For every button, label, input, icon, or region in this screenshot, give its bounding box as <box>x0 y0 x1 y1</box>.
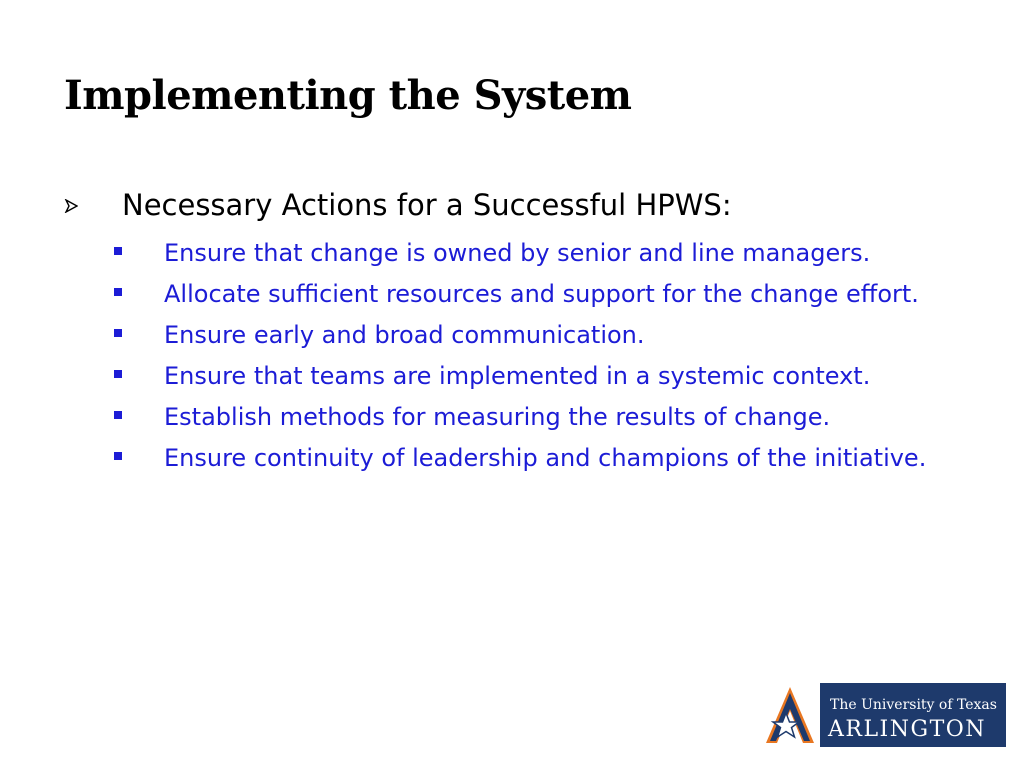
list-item-text: Allocate sufficient resources and support for the change effort. <box>164 280 919 308</box>
square-bullet-icon <box>114 288 122 296</box>
square-bullet-icon <box>114 247 122 255</box>
list-item <box>112 441 942 475</box>
list-item-text: Ensure continuity of leadership and champions of the initiative. <box>164 444 927 472</box>
arrow-bullet-icon <box>64 199 78 213</box>
list-item <box>112 277 942 311</box>
list-item-text: Ensure early and broad communication. <box>164 321 645 349</box>
list-item <box>112 359 942 393</box>
list-item-text: Ensure that change is owned by senior and line managers. <box>164 239 871 267</box>
square-bullet-icon <box>114 370 122 378</box>
university-logo <box>760 683 1006 747</box>
list-item-text: Ensure that teams are implemented in a systemic context. <box>164 362 871 390</box>
uta-star-a-logo-icon <box>760 683 820 747</box>
logo-text-line1: The University of Texas <box>830 697 997 713</box>
list-item <box>112 400 942 434</box>
list-item <box>112 318 942 352</box>
list-item-text: Establish methods for measuring the results of change. <box>164 403 831 431</box>
list-item <box>112 236 942 270</box>
main-point <box>64 188 944 222</box>
square-bullet-icon <box>114 411 122 419</box>
square-bullet-icon <box>114 329 122 337</box>
slide-title: Implementing the System <box>64 72 632 119</box>
logo-text-line2: ARLINGTON <box>828 717 987 742</box>
square-bullet-icon <box>114 452 122 460</box>
bullet-list <box>112 236 942 482</box>
main-point-text: Necessary Actions for a Successful HPWS: <box>122 188 732 222</box>
